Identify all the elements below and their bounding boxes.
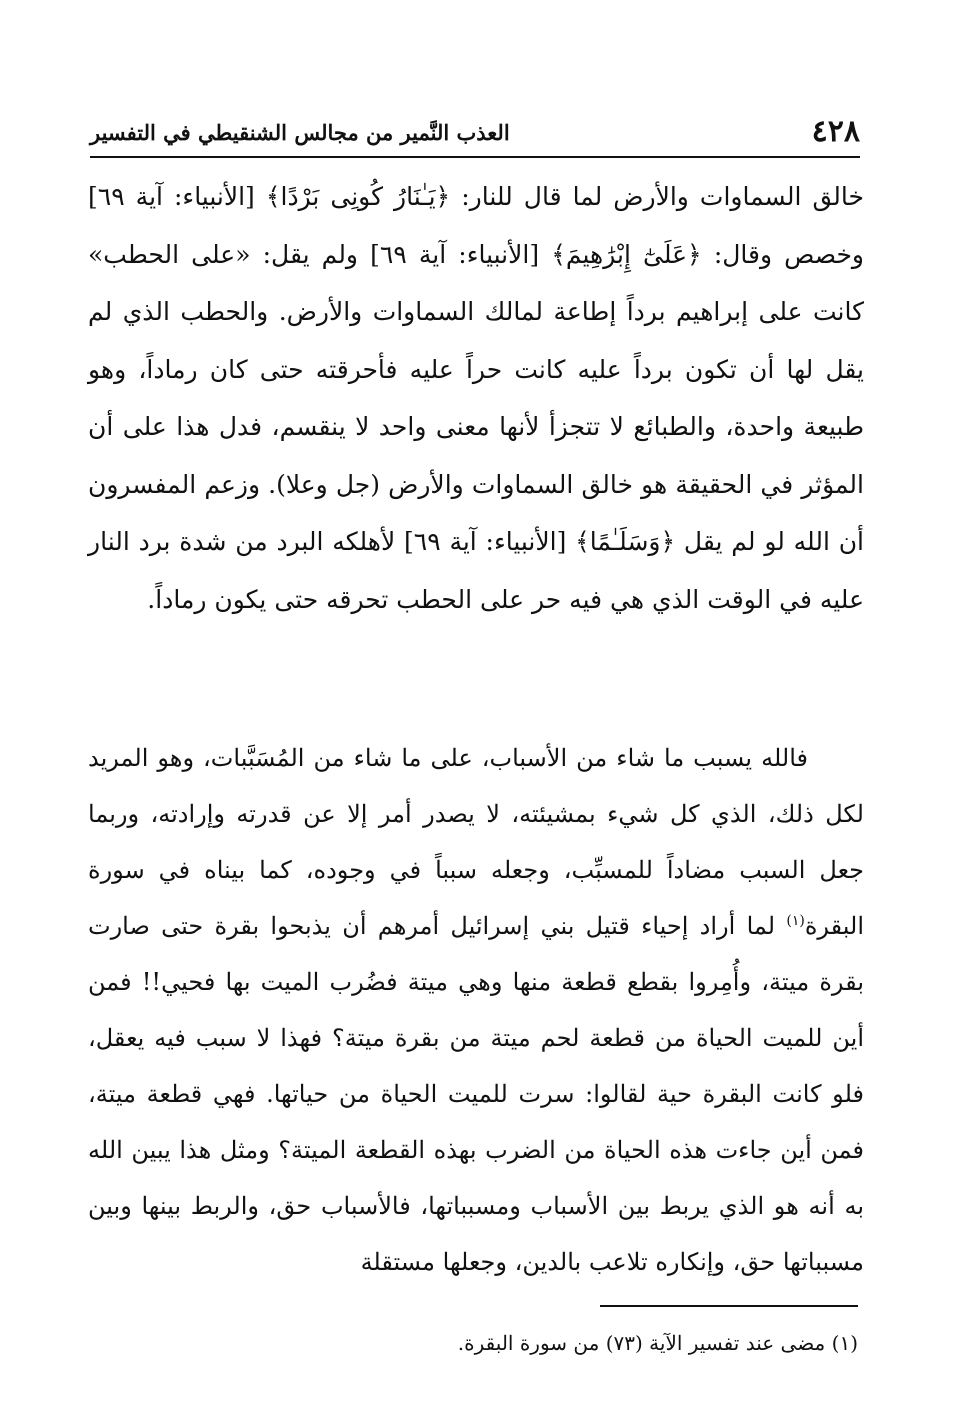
- footnote-marker[interactable]: (١): [786, 913, 805, 929]
- body-paragraph-1: [88, 168, 864, 628]
- footnote-divider: [600, 1305, 858, 1307]
- footnote: (١) مضى عند تفسير الآية (٧٣) من سورة البقرة.: [457, 1331, 858, 1355]
- paragraph-1-text: خالق السماوات والأرض لما قال للنار: ﴿يَـٰنَارُ كُونِى بَرْدًا﴾ [الأنبياء: آية ٦٩] وخصص وقال: ﴿عَلَىٰٓ إِبْرَٰهِيمَ﴾ [الأنبياء: آية ٦٩] ولم يقل: «على الحطب» كانت على إبراهيم برداً إطاعة لمالك السماوات والأرض. والحطب الذي لم يقل لها أن تكون برداً عليه كانت حراً عليه فأحرقته حتى كان رماداً، وهو طبيعة واحدة، والطبائع لا تتجزأ لأنها معنى واحد لا ينقسم، فدل هذا على أن المؤثر في الحقيقة هو خالق السماوات والأرض (جل وعلا). وزعم المفسرون أن الله لو لم يقل ﴿وَسَلَـٰمًا﴾ [الأنبياء: آية ٦٩] لأهلكه البرد من شدة برد النار عليه في الوقت الذي هي فيه حر على الحطب تحرقه حتى يكون رماداً.: [88, 182, 864, 614]
- page-number: ٤٢٨: [811, 114, 860, 149]
- paragraph-2-text-after-note: لما أراد إحياء قتيل بني إسرائيل أمرهم أن يذبحوا بقرة حتى صارت بقرة ميتة، وأُمِروا بقطع قطعة منها وهي ميتة فضُرب الميت بها فحيي!! فمن أين للميت الحياة من قطعة لحم ميتة من بقرة ميتة؟ فهذا لا سبب فيه يعقل، فلو كانت البقرة حية لقالوا: سرت للميت الحياة من حياتها. فهي قطعة ميتة، فمن أين جاءت هذه الحياة من الضرب بهذه القطعة الميتة؟ ومثل هذا يبين الله به أنه هو الذي يربط بين الأسباب ومسبباتها، فالأسباب حق، والربط بينها وبين مسبباتها حق، وإنكاره تلاعب بالدين، وجعلها مستقلة: [88, 912, 864, 1276]
- running-title: العذب النَّمير من مجالس الشنقيطي في التفسير: [90, 120, 510, 145]
- body-paragraph-2: [88, 730, 864, 1290]
- paragraph-2-text-before-note: فالله يسبب ما شاء من الأسباب، على ما شاء من المُسَبَّبات، وهو المريد لكل ذلك، الذي كل شيء بمشيئته، لا يصدر أمر إلا عن قدرته وإرادته، وربما جعل السبب مضاداً للمسبِّب، وجعله سبباً في وجوده، كما بيناه في سورة البقرة: [88, 744, 864, 940]
- page-header: [90, 112, 860, 158]
